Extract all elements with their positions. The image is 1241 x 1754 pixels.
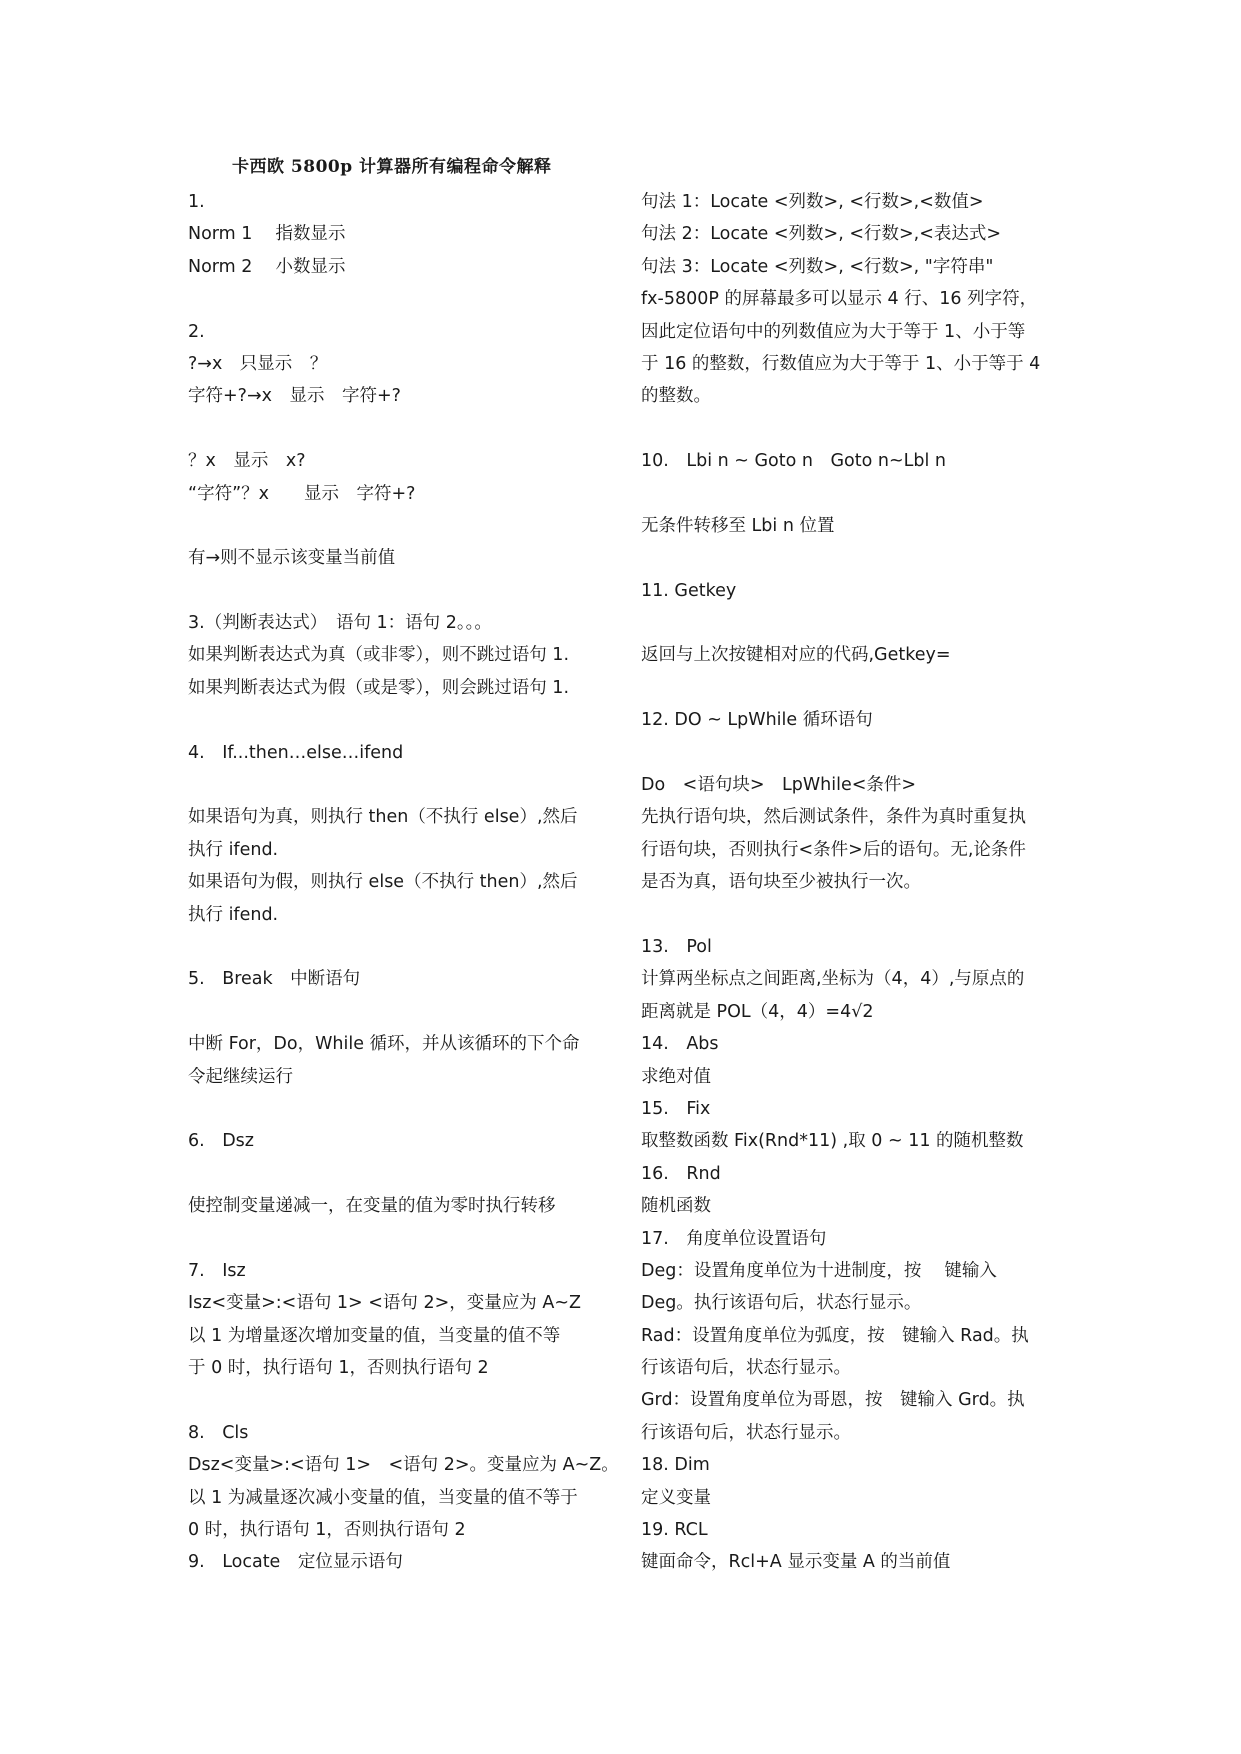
left-text-line: 执行 ifend.: [188, 904, 279, 925]
right-text-line: 是否为真，语句块至少被执行一次。: [641, 872, 921, 893]
left-blank-line: [188, 575, 628, 607]
left-blank-line: [188, 704, 628, 736]
left-text-line: “字符”？x 显示 字符+?: [188, 483, 416, 504]
right-text-line: Do <语句块> LpWhile<条件>: [641, 775, 917, 796]
left-blank-line: [188, 1384, 628, 1416]
right-text-line: fx-5800P 的屏幕最多可以显示 4 行、16 列字符，: [641, 289, 1038, 310]
left-text-line: 于 0 时，执行语句 1，否则执行语句 2: [188, 1358, 489, 1379]
left-text-line: 9. Locate 定位显示语句: [188, 1552, 403, 1573]
right-blank-line: [641, 737, 1081, 769]
left-text-line: 中断 For，Do，While 循环，并从该循环的下个命: [188, 1034, 580, 1055]
left-text-line: 以 1 为增量逐次增加变量的值，当变量的值不等: [188, 1325, 561, 1346]
left-blank-line: [188, 1223, 628, 1255]
left-text-line: Norm 2 小数显示: [188, 256, 346, 277]
right-text-line: 19. RCL: [641, 1520, 708, 1541]
left-text-line: 4. If...then…else…ifend: [188, 742, 404, 763]
left-text-line: 5. Break 中断语句: [188, 969, 361, 990]
left-text-line: Norm 1 指数显示: [188, 224, 346, 245]
right-text-line: 11. Getkey: [641, 580, 737, 601]
left-text-line: 7. Isz: [188, 1260, 246, 1281]
left-blank-line: [188, 413, 628, 445]
left-text-line: 如果语句为假，则执行 else（不执行 then）,然后: [188, 872, 578, 893]
right-text-line: 16. Rnd: [641, 1163, 721, 1184]
right-text-line: 无条件转移至 Lbi n 位置: [641, 515, 835, 536]
left-column: [188, 186, 628, 1579]
left-text-line: 3.（判断表达式） 语句 1：语句 2。。。: [188, 613, 492, 634]
right-text-line: 于 16 的整数，行数值应为大于等于 1、小于等于 4: [641, 353, 1041, 374]
right-text-line: 行语句块，否则执行<条件>后的语句。无,论条件: [641, 839, 1026, 860]
left-text-line: 字符+?→x 显示 字符+?: [188, 386, 401, 407]
right-blank-line: [641, 899, 1081, 931]
right-text-line: 行该语句后，状态行显示。: [641, 1358, 851, 1379]
right-text-line: 先执行语句块，然后测试条件，条件为真时重复执: [641, 807, 1026, 828]
right-text-line: 句法 3：Locate <列数>, <行数>, "字符串": [641, 256, 994, 277]
right-blank-line: [641, 672, 1081, 704]
left-text-line: 1.: [188, 192, 205, 212]
right-text-line: 的整数。: [641, 386, 711, 407]
right-blank-line: [641, 542, 1081, 574]
right-text-line: 键面命令，Rcl+A 显示变量 A 的当前值: [641, 1552, 951, 1573]
right-text-line: Grd：设置角度单位为哥恩，按 键输入 Grd。执: [641, 1390, 1025, 1411]
left-text-line: 有→则不显示该变量当前值: [188, 548, 396, 569]
left-text-line: 执行 ifend.: [188, 839, 279, 860]
right-text-line: 因此定位语句中的列数值应为大于等于 1、小于等: [641, 321, 1026, 342]
right-text-line: 随机函数: [641, 1196, 711, 1217]
right-text-line: Deg：设置角度单位为十进制度，按 键输入: [641, 1260, 997, 1281]
left-text-line: 令起继续运行: [188, 1066, 293, 1087]
left-text-line: 如果判断表达式为假（或是零），则会跳过语句 1.: [188, 677, 570, 698]
right-text-line: 行该语句后，状态行显示。: [641, 1422, 851, 1443]
right-blank-line: [641, 478, 1081, 510]
left-text-line: 2.: [188, 321, 205, 342]
left-blank-line: [188, 996, 628, 1028]
page-title: 卡西欧 5800p 计算器所有编程命令解释: [232, 157, 552, 177]
left-blank-line: [188, 510, 628, 542]
right-column: [641, 186, 1081, 1579]
right-text-line: 定义变量: [641, 1487, 711, 1508]
right-text-line: 14. Abs: [641, 1034, 719, 1055]
left-text-line: 6. Dsz: [188, 1131, 254, 1152]
left-blank-line: [188, 283, 628, 315]
right-text-line: 12. DO ~ LpWhile 循环语句: [641, 710, 873, 731]
right-text-line: 13. Pol: [641, 936, 712, 957]
left-text-line: 如果语句为真，则执行 then（不执行 else）,然后: [188, 807, 578, 828]
right-text-line: 17. 角度单位设置语句: [641, 1228, 827, 1249]
left-text-line: ？x 显示 x?: [188, 451, 306, 472]
right-text-line: 计算两坐标点之间距离,坐标为（4，4）,与原点的: [641, 969, 1025, 990]
right-text-line: 距离就是 POL（4，4）=4√2: [641, 1001, 874, 1022]
left-text-line: Isz<变量>:<语句 1> <语句 2>，变量应为 A~Z: [188, 1293, 581, 1314]
left-blank-line: [188, 1093, 628, 1125]
left-text-line: ?→x 只显示 ？: [188, 353, 328, 374]
right-text-line: Deg。执行该语句后，状态行显示。: [641, 1293, 922, 1314]
left-text-line: 8. Cls: [188, 1422, 249, 1443]
left-text-line: 以 1 为减量逐次减小变量的值，当变量的值不等于: [188, 1487, 578, 1508]
right-text-line: 15. Fix: [641, 1098, 711, 1119]
right-text-line: 句法 1：Locate <列数>, <行数>,<数值>: [641, 192, 984, 212]
left-text-line: 0 时，执行语句 1，否则执行语句 2: [188, 1520, 466, 1541]
right-text-line: 句法 2：Locate <列数>, <行数>,<表达式>: [641, 224, 1002, 245]
right-text-line: 返回与上次按键相对应的代码,Getkey=: [641, 645, 951, 666]
left-text-line: 如果判断表达式为真（或非零），则不跳过语句 1.: [188, 645, 570, 666]
left-blank-line: [188, 1158, 628, 1190]
left-text-line: Dsz<变量>:<语句 1> <语句 2>。变量应为 A~Z。: [188, 1455, 619, 1476]
left-text-line: 使控制变量递减一，在变量的值为零时执行转移: [188, 1196, 556, 1217]
right-blank-line: [641, 607, 1081, 639]
right-text-line: Rad：设置角度单位为弧度，按 键输入 Rad。执: [641, 1325, 1029, 1346]
right-text-line: 10. Lbi n ~ Goto n Goto n~Lbl n: [641, 451, 947, 472]
right-text-line: 18. Dim: [641, 1455, 710, 1476]
left-blank-line: [188, 769, 628, 801]
right-text-line: 取整数函数 Fix(Rnd*11) ,取 0 ~ 11 的随机整数: [641, 1131, 1024, 1152]
left-blank-line: [188, 931, 628, 963]
right-text-line: 求绝对值: [641, 1066, 711, 1087]
right-blank-line: [641, 413, 1081, 445]
